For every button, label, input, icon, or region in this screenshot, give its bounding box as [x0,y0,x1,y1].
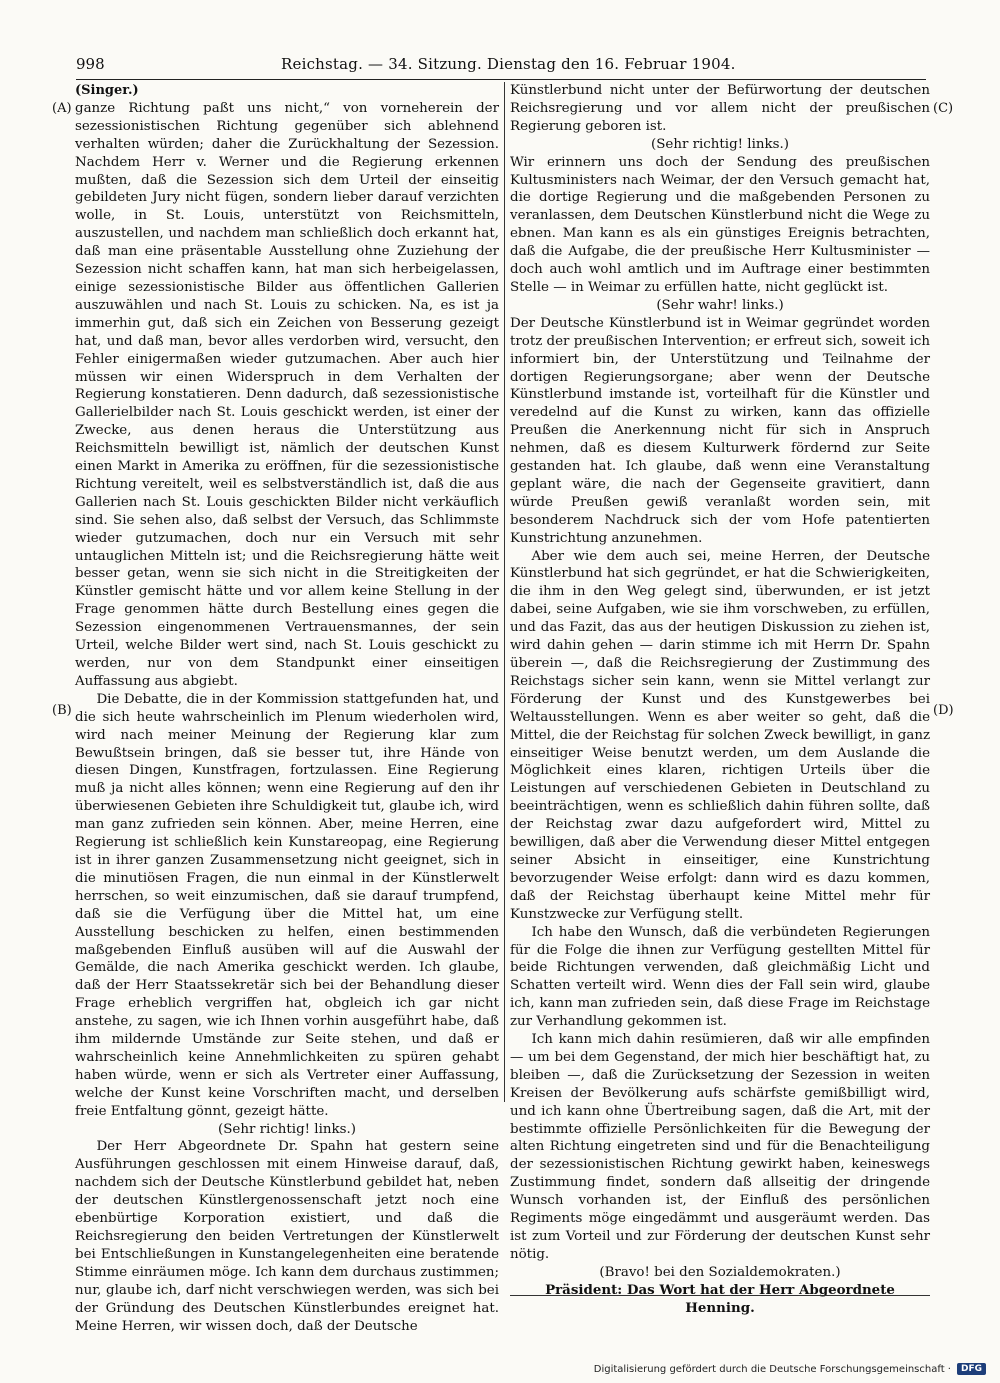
left-column [75,82,499,1335]
footer-text: Digitalisierung gefördert durch die Deutsche Forschungsgemeinschaft · [593,1363,951,1375]
margin-marker-c: (C) [933,101,954,116]
column-divider [504,82,505,1102]
closing-rule [510,1295,930,1296]
margin-marker-b: (B) [52,703,72,718]
dfg-logo: DFG [957,1363,986,1375]
paragraph: Aber wie dem auch sei, meine Herren, der Deutsche Künstlerbund hat sich gegründet, er hat die Schwierigkeiten, die ihm in den Weg gelegt sind, überwunden, er ist jetzt dabei, seine Aufgaben, wie sie ihm vorschweben, zu erfüllen, und das Fazit, das aus der heutigen Diskussion zu ziehen ist, wird dahin gehen — darin stimme ich mit Herrn Dr. Spahn überein —, daß die Reichsregierung der Zustimmung des Reichstags sicher sein kann, wenn sie Mittel verlangt zur Förderung der Kunst und des Kunstgewerbes bei Weltausstellungen. Wenn es aber weiter so geht, daß die Mittel, die der Reichstag für solchen Zweck bewilligt, in ganz einseitiger Weise benutzt werden, um dem Auslande die Möglichkeit eines klaren, richtigen Urteils über die Leistungen auf verschiedenen Gebieten in Deutschland zu beeinträchtigen, wenn es schließlich dahin führen sollte, daß der Reichstag zwar dazu aufgefordert wird, Mittel zu bewilligen, daß aber die Verwendung dieser Mittel entgegen seiner Absicht in einseitiger, eine Kunstrichtung bevorzugender Weise erfolgt: dann wird es dazu kommen, daß der Reichstag überhaupt keine Mittel mehr für Kunstzwecke zur Verfügung stellt. [510,548,930,922]
interjection: (Sehr wahr! links.) [656,297,784,313]
margin-marker-d: (D) [933,703,954,718]
paragraph: Die Debatte, die in der Kommission stattgefunden hat, und die sich heute wahrscheinlich im Plenum wiederholen wird, wird nach meiner Meinung der Regierung klar zum Bewußtsein bringen, daß sie besser tut, ihre Hände von diesen Dingen, Kunstfragen, fortzulassen. Eine Regierung muß ja nicht alles können; wenn eine Regierung auf den ihr überwiesenen Gebieten ihre Schuldigkeit tut, glaube ich, wird man ganz zufrieden sein können. Aber, meine Herren, eine Regierung ist schließlich kein Kunstareopag, eine Regierung ist in ihrer ganzen Zusammensetzung nicht geeignet, sich in die minutiösen Fragen, die nun einmal in der Künstlerwelt herrschen, so weit einzumischen, daß sie darauf trumpfend, daß sie die Verfügung über die Mittel hat, um eine Ausstellung beschicken zu helfen, einen bestimmenden maßgebenden Einfluß ausüben will auf die Auswahl der Gemälde, die nach Amerika geschickt werden. Ich glaube, daß der Herr Staatssekretär sich bei der Behandlung dieser Frage erheblich vergriffen hat, obgleich ich gar nicht anstehe, zu sagen, wie ich Ihnen vorhin ausgeführt habe, daß ihm mildernde Umstände zur Seite stehen, und daß er wahrscheinlich keine Annehmlichkeiten zu spüren gehabt haben würde, wenn er sich als Vertreter einer Auffassung, welche der Kunst keine Vorschriften macht, und derselben freie Entfaltung gönnt, gezeigt hätte. [75,691,499,1119]
interjection: (Sehr richtig! links.) [218,1121,356,1137]
page-title: Reichstag. — 34. Sitzung. Dienstag den 16. Februar 1904. [281,55,736,73]
page-header [76,55,926,77]
interjection: (Bravo! bei den Sozialdemokraten.) [599,1264,841,1280]
right-column [510,82,930,1318]
margin-marker-a: (A) [52,101,72,116]
paragraph: Wir erinnern uns doch der Sendung des preußischen Kultusministers nach Weimar, der den Versuch gemacht hat, die dortige Regierung und die maßgebenden Personen zu veranlassen, dem Deutschen Künstlerbund nicht die Wege zu ebnen. Man kann es als ein günstiges Ereignis betrachten, daß die Aufgabe, die der preußische Herr Kultusminister — doch auch wohl amtlich und im Auftrage einer bestimmten Stelle — in Weimar zu erfüllen hatte, nicht geglückt ist. [510,154,930,295]
paragraph: Der Deutsche Künstlerbund ist in Weimar gegründet worden trotz der preußischen Intervention; er erfreut sich, soweit ich informiert bin, der Unterstützung und Teilnahme der dortigen Regierungsorgane; aber wenn der Deutsche Künstlerbund imstande ist, vorteilhaft für die Künstler und veredelnd auf die Kunst zu wirken, kann das offizielle Preußen die Anerkennung nicht für sich in Anspruch nehmen, daß es diesem Kulturwerk fördernd zur Seite gestanden hat. Ich glaube, daß wenn eine Veranstaltung geplant wäre, die nach der Gegenseite gravitiert, dann würde Preußen gewiß veranlaßt worden sein, mit besonderem Nachdruck sich der vom Hofe patentierten Kunstrichtung anzunehmen. [510,315,930,546]
speaker-label: (Singer.) [75,83,139,98]
paragraph: Der Herr Abgeordnete Dr. Spahn hat gestern seine Ausführungen geschlossen mit einem Hinweise darauf, daß, nachdem sich der Deutsche Künstlerbund gebildet hat, neben der deutschen Künstlergenossenschaft jetzt noch eine ebenbürtige Korporation existiert, und daß die Reichsregierung den beiden Vertretungen der Künstlerwelt bei Entschließungen in Kunstangelegenheiten eine beratende Stimme einräumen möge. Ich kann dem durchaus zustimmen; nur, glaube ich, darf nicht verschwiegen werden, was sich bei der Gründung des Deutschen Künstlerbundes ereignet hat. Meine Herren, wir wissen doch, daß der Deutsche [75,1139,499,1334]
header-rule [76,79,926,80]
paragraph: Künstlerbund nicht unter der Befürwortung der deutschen Reichsregierung und vor allem nicht der preußischen Regierung geboren ist. [510,83,930,134]
interjection: (Sehr richtig! links.) [651,136,789,152]
paragraph: Ich habe den Wunsch, daß die verbündeten Regierungen für die Folge die ihnen zur Verfügung gestellten Mittel für beide Richtungen verwenden, daß gleichmäßig Licht und Schatten verteilt wird. Wenn dies der Fall sein wird, glaube ich, kann man zufrieden sein, daß diese Frage im Reichstage zur Verhandlung gekommen ist. [510,924,930,1030]
paragraph: ganze Richtung paßt uns nicht,“ von vorneherein der sezessionistischen Richtung gegenüber sich ablehnend verhalten würden; daher die Zurückhaltung der Sezession. Nachdem Herr v. Werner und die Regierung erkennen mußten, daß die Sezession sich dem Urteil der einseitig gebildeten Jury nicht fügen, sondern lieber darauf verzichten wolle, in St. Louis, unterstützt von Reichsmitteln, auszustellen, und nachdem man schließlich doch erkannt hat, daß man eine präsentable Ausstellung ohne Zuziehung der Sezession nicht schaffen kann, hat man sich herbeigelassen, einige sezessionistische Bilder aus öffentlichen Gallerien auszuwählen und nach St. Louis zu schicken. Na, es ist ja immerhin gut, daß sich ein Zeichen von Besserung gezeigt hat, und daß man, bevor alles verdorben wird, versucht, den Fehler einigermaßen wieder gutzumachen. Aber auch hier müssen wir einen Widerspruch in dem Verhalten der Regierung konstatieren. Denn dadurch, daß sezessionistische Gallerielbilder nach St. Louis geschickt werden, ist einer der Zwecke, aus denen heraus die Unterstützung aus Reichsmitteln bewilligt ist, nämlich der deutschen Kunst einen Markt in Amerika zu eröffnen, für die sezessionistische Richtung vereitelt, weil es selbstverständlich ist, daß die aus Gallerien nach St. Louis geschickten Bilder nicht verkäuflich sind. Sie sehen also, daß selbst der Versuch, das Schlimmste wieder gutzumachen, doch nur ein Versuch mit sehr untauglichen Mitteln ist; und die Reichsregierung hätte weit besser getan, wenn sie sich nicht in die Streitigkeiten der Künstler gemischt hätte und vor allem keine Stellung in der Frage genommen hätte durch Bestellung eines gegen die Sezession eingenommenen Vertrauensmannes, der sein Urteil, welche Bilder wert sind, nach St. Louis geschickt zu werden, nur von dem Standpunkt einer einseitigen Auffassung aus abgiebt. [75,100,499,689]
paragraph: Ich kann mich dahin resümieren, daß wir alle empfinden — um bei dem Gegenstand, der mich hier beschäftigt hat, zu bleiben —, daß die Zurücksetzung der Sezession in weiten Kreisen der Bevölkerung aufs schärfste gemißbilligt wird, und ich kann ohne Übertreibung sagen, daß die Art, mit der bestimmte offizielle Persönlichkeiten für die Bewegung der alten Richtung eingetreten sind und für die Benachteiligung der sezessionistischen Richtung gewirkt haben, keineswegs Zustimmung findet, sondern daß allseitig der dringende Wunsch vorhanden ist, der Einfluß des persönlichen Regiments möge eingedämmt und ausgeräumt werden. Das ist zum Vorteil und zur Förderung der deutschen Kunst sehr nötig. [510,1032,930,1262]
footer-credit [594,1363,986,1375]
president-statement: Präsident: Das Wort hat der Herr Abgeordnete Henning. [545,1281,895,1316]
page-number: 998 [76,55,105,73]
